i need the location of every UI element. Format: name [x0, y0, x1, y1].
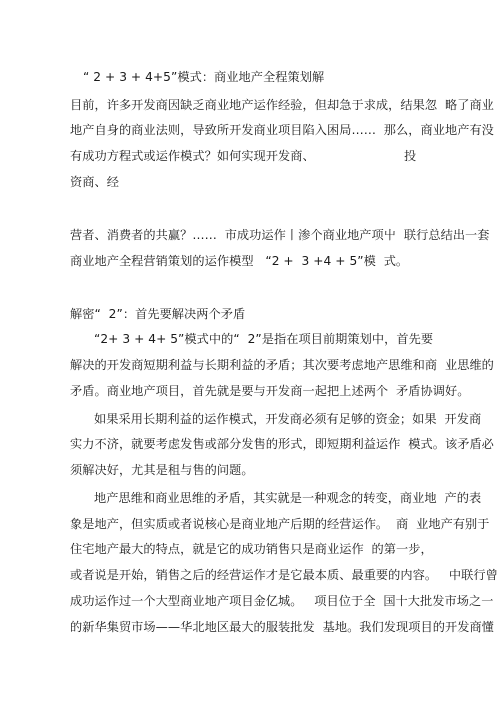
text-line: 住宅地产最大的特点，就是它的成功销售只是商业运作 的第一步， — [70, 542, 433, 556]
text-line: 资商、经 — [70, 175, 119, 189]
heading-line: “ 2 + 3 + 4+5”模式：商业地产全程策划解 — [83, 70, 325, 84]
text-line: 矛盾。商业地产项目，首先就是要与开发商一起把上述两个 矛盾协调好。 — [70, 384, 470, 398]
text-line: 或者说是开始，销售之后的经营运作才是它最本质、最重要的内容。 中联行曾 — [70, 568, 498, 582]
text-line: 目前，许多开发商因缺乏商业地产运作经验，但却急于求成，结果忽 略了商业 — [70, 98, 494, 112]
text-line: 解决的开发商短期利益与长期利益的矛盾；其次要考虑地产思维和商 业思维的 — [70, 358, 494, 372]
text-line: 须解决好，尤其是租与售的问题。 — [70, 463, 254, 477]
text-line: 的新华集贸市场——华北地区最大的服装批发 基地。我们发现项目的开发商懂 — [70, 620, 494, 634]
text-line: 地产思维和商业思维的矛盾，其实就是一种观念的转变，商业地 产的表 — [94, 491, 482, 505]
section-heading: 解密“ 2”：首先要解决两个矛盾 — [70, 307, 246, 321]
text-line: 营者、消费者的共赢？…… 市成功运作丨渗个商业地产项屮 联行总结出一套 — [70, 228, 490, 242]
text-line: 象是地产，但实质或者说核心是商业地产后期的经营运作。 商 业地产有别于 — [70, 517, 490, 531]
text-line: 如果采用长期利益的运作模式，开发商必须有足够的资金；如果 开发商 — [94, 412, 482, 426]
text-line: 实力不济，就要考虑发售或部分发售的形式，即短期利益运作 模式。该矛盾必 — [70, 437, 494, 451]
text-line: 商业地产全程营销策划的运作模型 “2 + 3 +4 + 5”模 式。 — [70, 254, 409, 268]
text-fragment: 投 — [404, 149, 417, 163]
text-line: 成功运作过一个大型商业地产项目金亿城。 项目位于全 国十大批发市场之一 — [70, 594, 494, 608]
text-line: 地产自身的商业法则，导致所开发商业项目陷入困局…… 那么，商业地产有没 — [70, 123, 494, 137]
text-line: 有成功方程式或运作模式？如何实现开发商、 — [70, 149, 315, 163]
text-line: “2+ 3 + 4+ 5”模式中的“ 2”是指在项目前期策划中，首先要 — [94, 332, 434, 346]
